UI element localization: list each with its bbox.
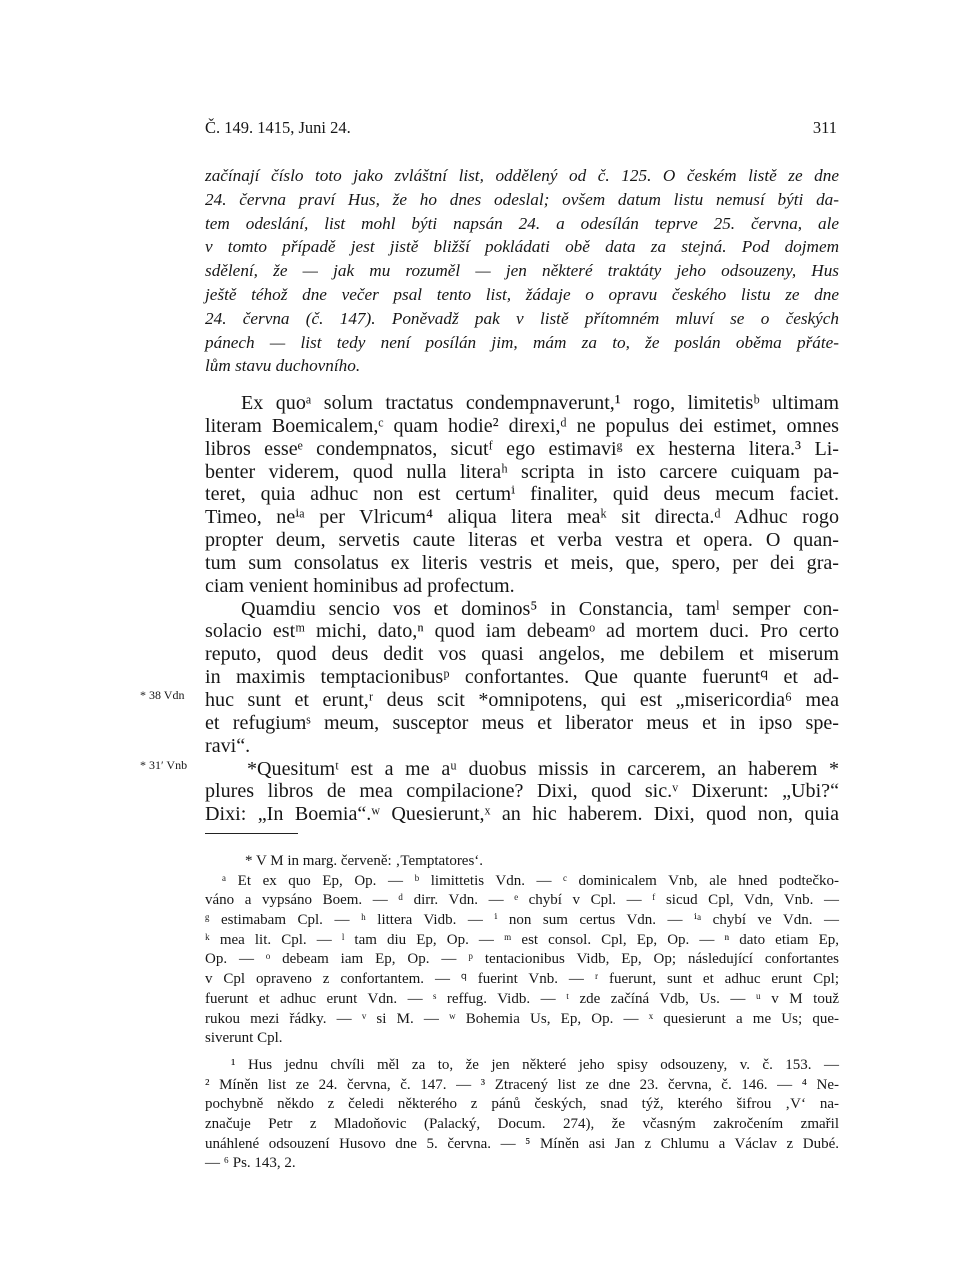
running-header-title: Č. 149. 1415, Juni 24. [205, 118, 351, 137]
apparatus-line: ᵃ Et ex quo Ep, Op. — ᵇ limittetis Vdn. — ᶜ dominicalem Vnb, ale hned podtečko- [222, 872, 839, 889]
apparatus-line: váno a vypsáno Boem. — ᵈ dirr. Vdn. — ᵉ chybí v Cpl. — ᶠ sicud Cpl, Vdn, Vnb. — [205, 892, 839, 909]
latin-letter-text [205, 392, 839, 826]
letter-line: reputo, quod deus dedit vos quasi angelos, me debilem et miserum [205, 643, 839, 666]
commentary-line: pochybně někdo z čeledi některého z pánů českých, snad týž, kterého šifrou ‚V‘ na- [205, 1096, 839, 1113]
apparatus-line: ᵍ estimabam Cpl. — ʰ littera Vidb. — ⁱ non sum certus Vdn. — ⁱᵃ chybí ve Vdn. — [205, 912, 839, 929]
letter-line: teret, quia adhuc non est certumⁱ finaliter, quid deus mecum faciet. [205, 483, 839, 506]
apparatus-line: ᵏ mea lit. Cpl. — ˡ tam diu Ep, Op. — ᵐ est consol. Cpl, Ep, Op. — ⁿ dato etiam Ep, [205, 931, 839, 948]
apparatus-line: v Cpl opraveno z confortantem. — 𐞥 fuerint Vnb. — ʳ fuerunt, sunt et adhuc erunt Cpl; [205, 971, 839, 988]
commentary-line: značuje Petr z Mladoňovic (Palacký, Docum. 274), že včasným zakročením zmařil [205, 1115, 839, 1132]
intro-line: v tomto případě jest jistě bližší pokládati obě data za stejná. Pod dojmem [205, 237, 839, 257]
czech-introduction [205, 164, 839, 378]
commentary-line: unáhlené odsouzení Husovo dne 5. června. — ⁵ Míněn asi Jan z Chlumu a Václav z Dubé. [205, 1135, 839, 1152]
letter-line: Quamdiu sencio vos et dominos⁵ in Constancia, tamˡ semper con- [241, 597, 839, 620]
intro-line: začínají číslo toto jako zvláštní list, oddělený od č. 125. O českém listě ze dne [205, 166, 839, 185]
letter-line: ravi“. [205, 734, 251, 757]
margin-folio-note: * 38 Vdn [140, 688, 185, 702]
footnote-separator [205, 833, 298, 834]
letter-line: plures libros de mea compilacione? Dixi, quod sic.ᵛ Dixerunt: „Ubi?“ [205, 780, 839, 803]
letter-line: propter deum, servetis caute literas et verba vestra et opera. O quan- [205, 529, 839, 552]
apparatus-line: siverunt Cpl. [205, 1030, 283, 1047]
letter-line: libros esseᵉ condempnatos, sicutᶠ ego estimaviᵍ ex hesterna litera.³ Li- [205, 437, 839, 460]
commentary-line: ¹ Hus jednu chvíli měl za to, že jen některé jeho spisy odsouzeny, v. č. 153. — [231, 1056, 839, 1073]
letter-line: huc sunt et erunt,ʳ deus scit *omnipotens, qui est „misericordia⁶ mea [205, 688, 839, 711]
page-number: 311 [812, 118, 837, 137]
apparatus-line: fuerunt et adhuc erunt Vdn. — ˢ reffug. Vidb. — ᵗ zde začíná Vdb, Us. — ᵘ v M touž [205, 990, 839, 1007]
letter-line: Ex quoᵃ solum tractatus condempnaverunt,¹ rogo, limitetisᵇ ultimam [241, 392, 839, 414]
intro-line: sdělení, že — jak mu rozuměl — jen některé traktáty jeho odsouzeny, Hus [205, 261, 839, 281]
intro-line: pánech — list tedy není posílán jim, mám za to, že poslán oběma přáte- [205, 332, 839, 352]
intro-line: ještě téhož dne večer psal tento list, žádaje o opravu českého listu ze dne [205, 284, 839, 304]
letter-line: in maximis temptacionibusᵖ confortantes. Que quante fuerunt𐞥 et ad- [205, 666, 839, 689]
intro-line: 24. června (č. 147). Poněvadž pak v listě přítomném mluví se o českých [205, 308, 839, 328]
letter-line: ciam venient hominibus ad profectum. [205, 574, 515, 597]
commentary-line: ² Míněn list ze 24. června, č. 147. — ³ Ztracený list ze dne 23. června, č. 146. — ⁴ Ne- [205, 1076, 839, 1093]
apparatus-line: * V M in marg. červeně: ‚Temptatores‘. [245, 853, 484, 869]
letter-line: et refugiumˢ meum, susceptor meus et liberator meus et in ipso spe- [205, 711, 839, 734]
intro-line: 24. června praví Hus, že ho dnes odeslal; ovšem datum listu nemusí býti da- [205, 189, 839, 209]
intro-line: lům stavu duchovního. [205, 356, 361, 376]
letter-line: literam Boemicalem,ᶜ quam hodie² direxi,ᵈ ne populus dei estimet, omnes [205, 414, 839, 437]
margin-folio-note: * 31′ Vnb [140, 758, 188, 772]
commentary-line: — ⁶ Ps. 143, 2. [205, 1155, 296, 1172]
letter-line: solacio estᵐ michi, dato,ⁿ quod iam debeamᵒ ad mortem duci. Pro certo [205, 620, 839, 643]
letter-line: benter viderem, quod nulla literaʰ scripta in isto carcere cuiquam pa- [205, 460, 839, 483]
letter-line: tum sum consolatus ex literis vestris et meis, que, spero, per dei gra- [205, 551, 839, 574]
letter-line: Timeo, neⁱᵃ per Vlricum⁴ aliqua litera meaᵏ sit directa.ᵈ Adhuc rogo [205, 506, 839, 529]
intro-line: tem odeslání, list mohl býti napsán 24. a odesílán teprve 25. června, ale [205, 213, 839, 233]
footnotes [205, 852, 839, 1174]
letter-line: Dixi: „In Boemia“.ʷ Quesierunt,ˣ an hic haberem. Dixi, quod non, quia [205, 803, 839, 826]
apparatus-line: rukou mezi řádky. — ᵛ si M. — ʷ Bohemia Us, Ep, Op. — ˣ quesierunt a me Us; que- [205, 1010, 839, 1027]
running-header [205, 118, 837, 142]
apparatus-line: Op. — ᵒ debeam iam Ep, Op. — ᵖ tentacionibus Vidb, Ep, Op; následující confortantes [205, 951, 839, 968]
letter-line: *Quesitumᵗ est a me aᵘ duobus missis in carcerem, an haberem * [247, 757, 839, 780]
